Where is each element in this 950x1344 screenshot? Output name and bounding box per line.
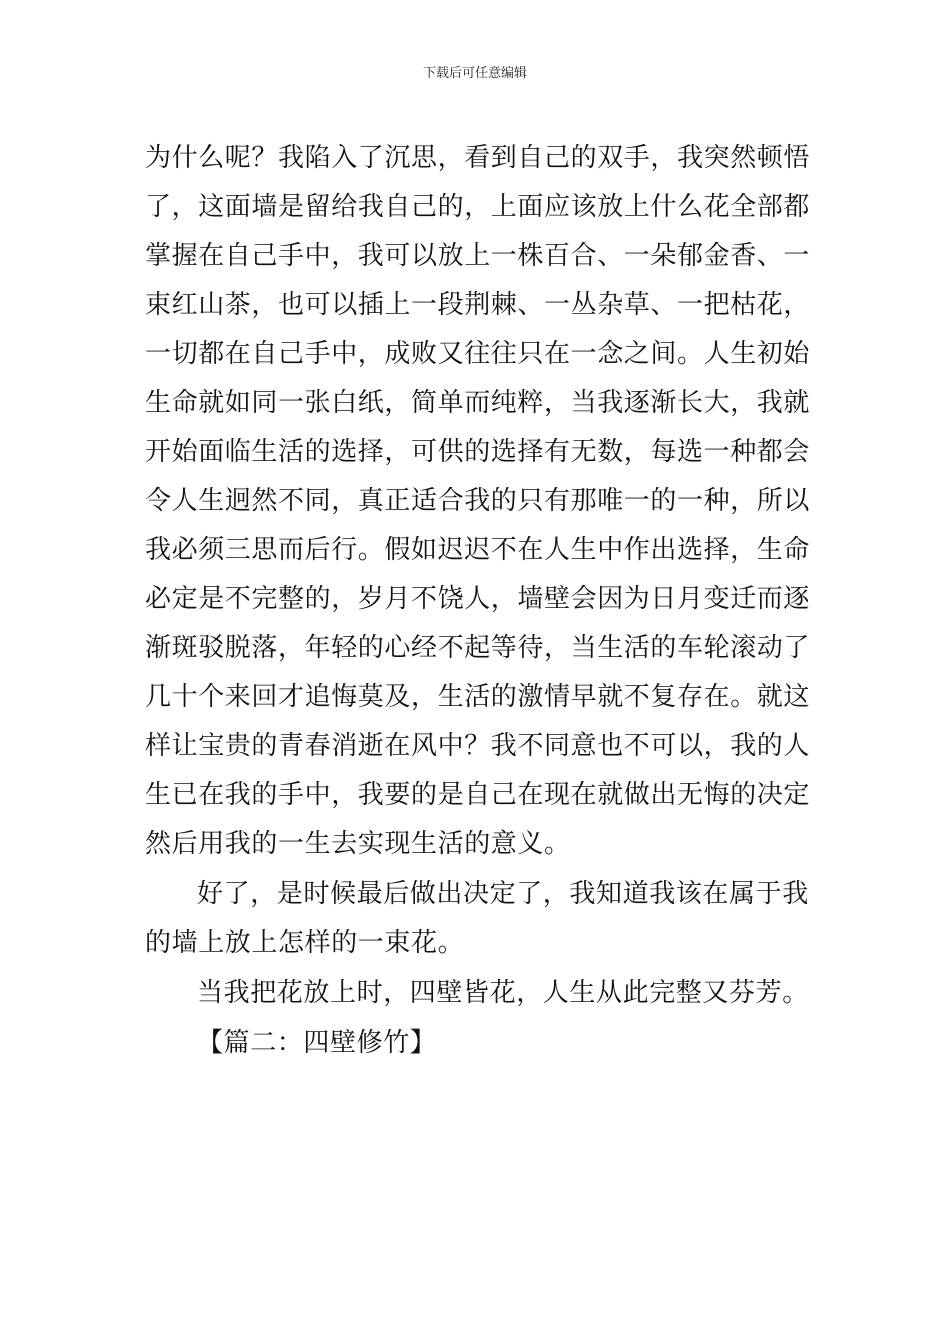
text-line: 我必须三思而后行。假如迟迟不在人生中作出选择，生命 (145, 535, 811, 565)
section-heading: 【篇二：四壁修竹】 (197, 1028, 437, 1058)
text-line: 为什么呢？我陷入了沉思，看到自己的双手，我突然顿悟 (145, 143, 811, 173)
text-line: 掌握在自己手中，我可以放上一株百合、一朵郁金香、一 (145, 241, 811, 271)
text-line: 了，这面墙是留给我自己的，上面应该放上什么花全部都 (145, 192, 811, 222)
page-header-note: 下载后可任意编辑 (422, 66, 527, 81)
text-line: 生命就如同一张白纸，简单而纯粹，当我逐渐长大，我就 (145, 388, 811, 418)
text-line: 渐斑驳脱落，年轻的心经不起等待，当生活的车轮滚动了 (145, 633, 811, 663)
paragraph-start-line: 当我把花放上时，四壁皆花，人生从此完整又芬芳。 (197, 978, 809, 1008)
text-line: 样让宝贵的青春消逝在风中？我不同意也不可以，我的人 (145, 731, 811, 761)
text-line: 生已在我的手中，我要的是自己在现在就做出无悔的决定 (145, 780, 811, 810)
document-body (145, 134, 815, 1068)
text-line: 必定是不完整的，岁月不饶人，墙壁会因为日月变迁而逐 (145, 584, 811, 614)
text-line: 束红山茶，也可以插上一段荆棘、一丛杂草、一把枯花， (145, 290, 811, 320)
text-line: 然后用我的一生去实现生活的意义。 (145, 829, 571, 859)
text-line: 令人生迥然不同，真正适合我的只有那唯一的一种，所以 (145, 486, 811, 516)
text-line: 的墙上放上怎样的一束花。 (145, 928, 465, 958)
paragraph-start-line: 好了，是时候最后做出决定了，我知道我该在属于我 (197, 879, 809, 909)
text-line: 一切都在自己手中，成败又往往只在一念之间。人生初始 (145, 339, 811, 369)
text-line: 开始面临生活的选择，可供的选择有无数，每选一种都会 (145, 437, 811, 467)
text-line: 几十个来回才追悔莫及，生活的激情早就不复存在。就这 (145, 682, 811, 712)
